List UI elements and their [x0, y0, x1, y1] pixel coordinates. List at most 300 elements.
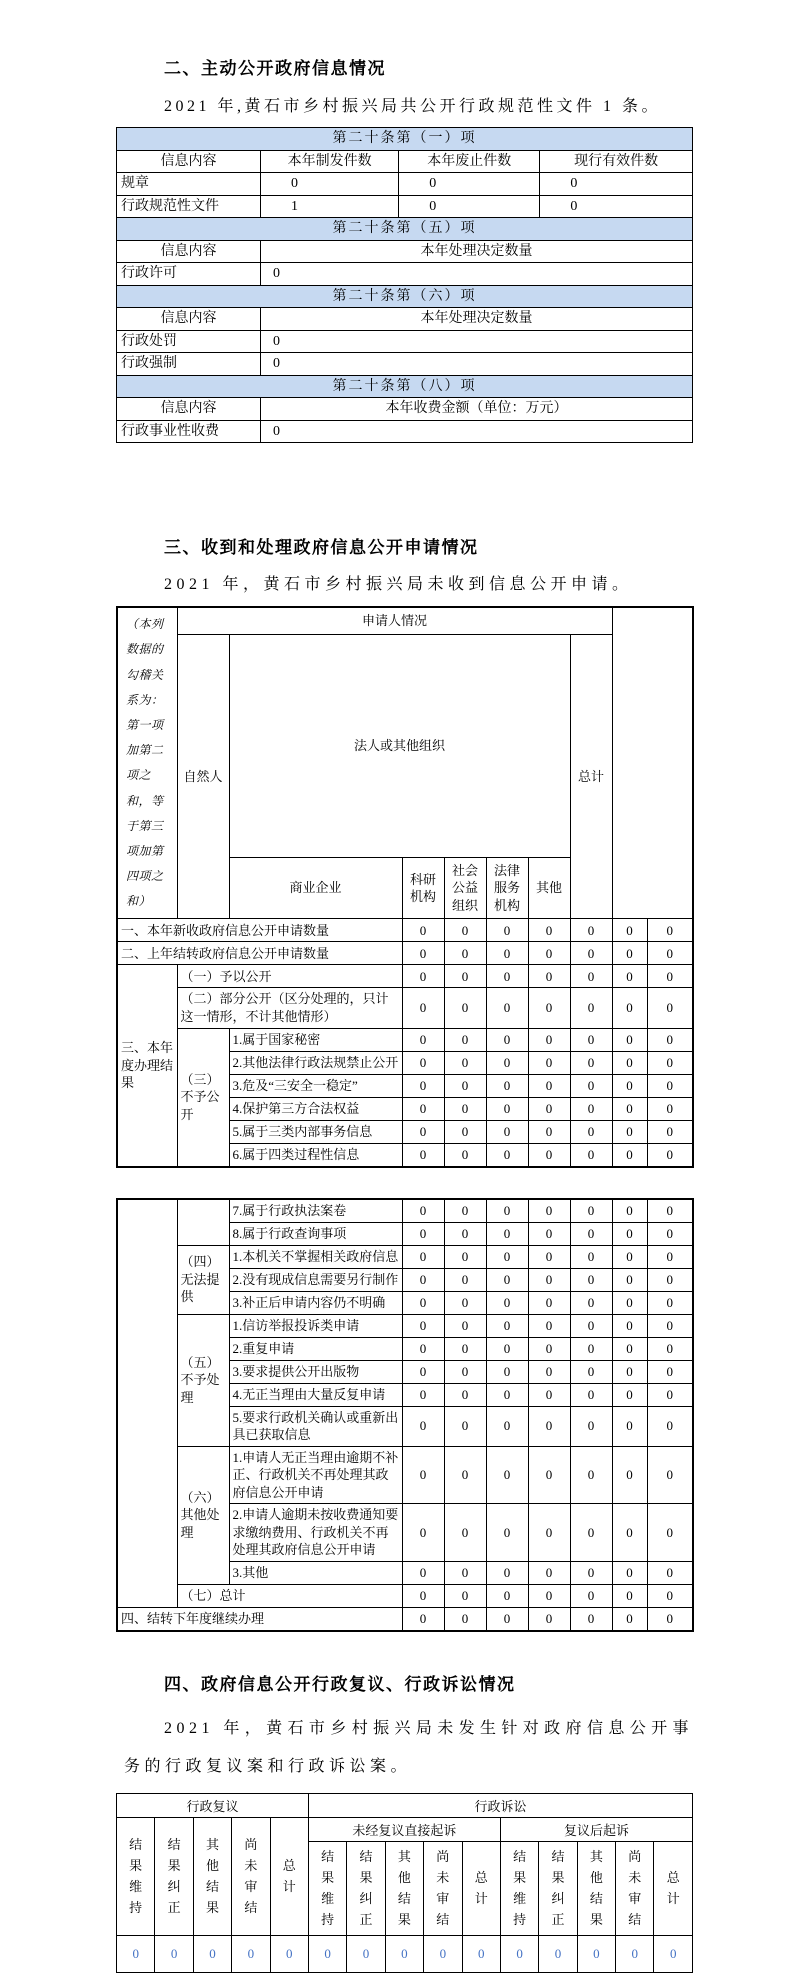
- value-cell: 0: [528, 1051, 570, 1074]
- value-cell: 0: [270, 1936, 308, 1973]
- value-cell: 0: [570, 1561, 612, 1584]
- column-header: 本年废止件数: [399, 150, 540, 173]
- article-band: 第二十条第（一）项: [117, 128, 693, 151]
- review-litigation-table: [116, 1793, 693, 1973]
- group-label: （五）不予处理: [177, 1314, 229, 1446]
- value-cell: 0: [424, 1936, 462, 1973]
- column-header: 本年处理决定数量: [261, 308, 693, 331]
- value-cell: 0: [647, 1314, 693, 1337]
- value-cell: 0: [612, 1607, 647, 1631]
- value-cell: 0: [570, 1028, 612, 1051]
- row-label: 1.信访举报投诉类申请: [229, 1314, 402, 1337]
- outcome-header-text: 总计: [666, 1869, 680, 1906]
- value-cell: 0: [402, 1291, 444, 1314]
- outcome-header: [347, 1842, 385, 1936]
- row-label: 二、上年结转政府信息公开申请数量: [117, 942, 402, 965]
- value-cell: 0: [647, 1245, 693, 1268]
- table-row: [117, 988, 693, 1028]
- value-cell: 0: [402, 1607, 444, 1631]
- value-cell: 0: [528, 1607, 570, 1631]
- value-cell: 0: [570, 1504, 612, 1562]
- table-row: [117, 919, 693, 942]
- table-row: [117, 263, 693, 286]
- value-cell: 0: [570, 1268, 612, 1291]
- value-cell: 0: [444, 919, 486, 942]
- value-cell: 0: [570, 1337, 612, 1360]
- value-cell: 0: [402, 1337, 444, 1360]
- value-cell: 0: [570, 988, 612, 1028]
- table-row: [117, 398, 693, 421]
- value-cell: 0: [462, 1936, 500, 1973]
- value-cell: 0: [570, 1584, 612, 1607]
- value-cell: 1: [261, 195, 399, 218]
- value-cell: 0: [444, 1383, 486, 1406]
- column-header: 现行有效件数: [540, 150, 693, 173]
- column-header: 本年制发件数: [261, 150, 399, 173]
- value-cell: 0: [486, 1291, 528, 1314]
- table-row: [117, 128, 693, 151]
- value-cell: 0: [570, 1051, 612, 1074]
- row-label: 7.属于行政执法案卷: [229, 1199, 402, 1223]
- table-row: [117, 1818, 693, 1842]
- value-cell: 0: [612, 1504, 647, 1562]
- outcome-header: [539, 1842, 577, 1936]
- table-row: [117, 308, 693, 331]
- column-header: 本年处理决定数量: [261, 240, 693, 263]
- row-label: 6.属于四类过程性信息: [229, 1143, 402, 1167]
- table-note: [117, 607, 177, 919]
- value-cell: 0: [570, 1446, 612, 1504]
- row-label: 行政处罚: [117, 330, 261, 353]
- row-label: 规章: [117, 173, 261, 196]
- value-cell: 0: [347, 1936, 385, 1973]
- value-cell: 0: [647, 1222, 693, 1245]
- value-cell: 0: [444, 1314, 486, 1337]
- value-cell: 0: [612, 1028, 647, 1051]
- table-row: [117, 195, 693, 218]
- value-cell: 0: [402, 1120, 444, 1143]
- row-label: 3.危及“三安全一稳定”: [229, 1074, 402, 1097]
- value-cell: 0: [486, 942, 528, 965]
- article-band: 第二十条第（五）项: [117, 218, 693, 241]
- table-note-text: （本列数据的勾稽关系为：第一项加第二项之和，等于第三项加第四项之和）: [126, 617, 164, 909]
- outcome-header-text: 结果纠正: [167, 1837, 181, 1915]
- outcome-header: [193, 1818, 231, 1936]
- table-row: [117, 1028, 693, 1051]
- value-cell: 0: [647, 1291, 693, 1314]
- value-cell: 0: [261, 263, 693, 286]
- column-header: 信息内容: [117, 150, 261, 173]
- value-cell: 0: [612, 1561, 647, 1584]
- value-cell: 0: [261, 420, 693, 443]
- value-cell: 0: [616, 1936, 654, 1973]
- value-cell: 0: [647, 919, 693, 942]
- value-cell: 0: [528, 919, 570, 942]
- article-band: 第二十条第（八）项: [117, 375, 693, 398]
- value-cell: 0: [570, 965, 612, 988]
- value-cell: 0: [612, 942, 647, 965]
- table-row: [117, 218, 693, 241]
- value-cell: 0: [444, 1268, 486, 1291]
- value-cell: 0: [528, 1245, 570, 1268]
- value-cell: 0: [528, 1584, 570, 1607]
- value-cell: 0: [486, 1584, 528, 1607]
- table-row: [117, 173, 693, 196]
- value-cell: 0: [402, 919, 444, 942]
- table-row: [117, 1936, 693, 1973]
- value-cell: 0: [155, 1936, 193, 1973]
- requests-table-part1: [116, 606, 694, 1167]
- value-cell: 0: [570, 942, 612, 965]
- value-cell: 0: [612, 1143, 647, 1167]
- value-cell: 0: [402, 1222, 444, 1245]
- value-cell: 0: [612, 965, 647, 988]
- value-cell: 0: [444, 1222, 486, 1245]
- value-cell: 0: [486, 1245, 528, 1268]
- value-cell: 0: [612, 1097, 647, 1120]
- outcome-header-text: 尚未审结: [628, 1849, 642, 1927]
- outcome-header: [462, 1842, 500, 1936]
- value-cell: 0: [402, 1314, 444, 1337]
- applicant-situation-header: 申请人情况: [177, 607, 612, 634]
- outcome-header: [577, 1842, 615, 1936]
- value-cell: 0: [486, 1120, 528, 1143]
- value-cell: 0: [486, 1337, 528, 1360]
- outcome-header: [616, 1842, 654, 1936]
- value-cell: 0: [528, 1268, 570, 1291]
- row-label: 行政规范性文件: [117, 195, 261, 218]
- value-cell: 0: [570, 1097, 612, 1120]
- value-cell: 0: [647, 1097, 693, 1120]
- value-cell: 0: [528, 1199, 570, 1223]
- row-label: 2.重复申请: [229, 1337, 402, 1360]
- column-header: 自然人: [177, 634, 229, 919]
- value-cell: 0: [528, 1360, 570, 1383]
- row-label: 3.补正后申请内容仍不明确: [229, 1291, 402, 1314]
- value-cell: 0: [612, 1199, 647, 1223]
- value-cell: 0: [486, 1607, 528, 1631]
- value-cell: 0: [444, 1074, 486, 1097]
- value-cell: 0: [528, 1504, 570, 1562]
- value-cell: 0: [570, 1245, 612, 1268]
- section-3-intro: 2021 年，黄石市乡村振兴局未收到信息公开申请。: [164, 576, 633, 594]
- value-cell: 0: [570, 1360, 612, 1383]
- table-row: [117, 1446, 693, 1504]
- value-cell: 0: [612, 1268, 647, 1291]
- value-cell: 0: [444, 1120, 486, 1143]
- article-band: 第二十条第（六）项: [117, 285, 693, 308]
- value-cell: 0: [486, 988, 528, 1028]
- value-cell: 0: [444, 1561, 486, 1584]
- value-cell: 0: [402, 1143, 444, 1167]
- value-cell: 0: [402, 1051, 444, 1074]
- value-cell: 0: [647, 1406, 693, 1446]
- value-cell: 0: [528, 1120, 570, 1143]
- outcome-header-text: 其他结果: [397, 1849, 411, 1927]
- table-row: [117, 965, 693, 988]
- value-cell: 0: [402, 1360, 444, 1383]
- outcome-header-text: 尚未审结: [244, 1837, 258, 1915]
- value-cell: 0: [528, 965, 570, 988]
- value-cell: 0: [612, 1337, 647, 1360]
- outcome-header: [500, 1842, 538, 1936]
- value-cell: 0: [402, 1406, 444, 1446]
- table-row: [117, 330, 693, 353]
- value-cell: 0: [486, 1199, 528, 1223]
- value-cell: 0: [647, 1446, 693, 1504]
- outcome-header-text: 尚未审结: [436, 1849, 450, 1927]
- value-cell: 0: [612, 1360, 647, 1383]
- value-cell: 0: [486, 1383, 528, 1406]
- value-cell: 0: [647, 1561, 693, 1584]
- column-header: 社会公益组织: [444, 857, 486, 919]
- value-cell: 0: [486, 1446, 528, 1504]
- value-cell: 0: [528, 942, 570, 965]
- value-cell: 0: [647, 1199, 693, 1223]
- value-cell: 0: [612, 1383, 647, 1406]
- row-label: 4.保护第三方合法权益: [229, 1097, 402, 1120]
- value-cell: 0: [528, 1097, 570, 1120]
- value-cell: 0: [402, 1504, 444, 1562]
- group-label: （三）不予公开: [177, 1028, 229, 1167]
- value-cell: 0: [570, 1074, 612, 1097]
- group-label: [177, 1199, 229, 1246]
- table-row: [117, 1794, 693, 1818]
- row-label: 2.其他法律行政法规禁止公开: [229, 1051, 402, 1074]
- value-cell: 0: [444, 1245, 486, 1268]
- table-row: [117, 607, 693, 634]
- outcome-header: [232, 1818, 270, 1936]
- value-cell: 0: [647, 1268, 693, 1291]
- value-cell: 0: [232, 1936, 270, 1973]
- row-label: 3.其他: [229, 1561, 402, 1584]
- table-row: [117, 353, 693, 376]
- value-cell: 0: [647, 1383, 693, 1406]
- value-cell: 0: [402, 1561, 444, 1584]
- value-cell: 0: [486, 1222, 528, 1245]
- value-cell: 0: [647, 942, 693, 965]
- column-header: 信息内容: [117, 398, 261, 421]
- value-cell: 0: [647, 1051, 693, 1074]
- value-cell: 0: [486, 1143, 528, 1167]
- table-row: [117, 420, 693, 443]
- row-label: 行政事业性收费: [117, 420, 261, 443]
- value-cell: 0: [402, 1245, 444, 1268]
- value-cell: 0: [612, 1291, 647, 1314]
- value-cell: 0: [402, 942, 444, 965]
- value-cell: 0: [647, 988, 693, 1028]
- table-row: [117, 1245, 693, 1268]
- value-cell: 0: [261, 330, 693, 353]
- value-cell: 0: [528, 1222, 570, 1245]
- value-cell: 0: [444, 1337, 486, 1360]
- value-cell: 0: [528, 1383, 570, 1406]
- table-row: [117, 634, 693, 857]
- section-3-title: 三、收到和处理政府信息公开申请情况: [164, 538, 479, 558]
- section-4-title: 四、政府信息公开行政复议、行政诉讼情况: [164, 1674, 516, 1694]
- value-cell: 0: [647, 1360, 693, 1383]
- value-cell: 0: [528, 1406, 570, 1446]
- outcome-header-text: 结果纠正: [551, 1849, 565, 1927]
- table-row: [117, 1607, 693, 1631]
- value-cell: 0: [444, 1584, 486, 1607]
- section-2-intro: 2021 年,黄石市乡村振兴局共公开行政规范性文件 1 条。: [164, 98, 662, 116]
- value-cell: 0: [647, 1074, 693, 1097]
- table-row: [117, 1584, 693, 1607]
- value-cell: 0: [444, 1607, 486, 1631]
- requests-table-part2: [116, 1198, 694, 1632]
- litigation-header: 行政诉讼: [308, 1794, 692, 1818]
- table-row: [117, 240, 693, 263]
- row-label: 5.属于三类内部事务信息: [229, 1120, 402, 1143]
- document-content: [116, 0, 693, 1973]
- value-cell: 0: [385, 1936, 423, 1973]
- column-header: 科研机构: [402, 857, 444, 919]
- row-label: 8.属于行政查询事项: [229, 1222, 402, 1245]
- table-row: [117, 1199, 693, 1223]
- outcome-header-text: 其他结果: [205, 1837, 219, 1915]
- value-cell: 0: [539, 1936, 577, 1973]
- value-cell: 0: [486, 1028, 528, 1051]
- row-label: 行政许可: [117, 263, 261, 286]
- row-label: 1.申请人无正当理由逾期不补正、行政机关不再处理其政府信息公开申请: [229, 1446, 402, 1504]
- value-cell: 0: [612, 1051, 647, 1074]
- row-label: 四、结转下年度继续办理: [117, 1607, 402, 1631]
- group-label: （四）无法提供: [177, 1245, 229, 1314]
- direct-suit-header: 未经复议直接起诉: [308, 1818, 500, 1842]
- value-cell: 0: [612, 1222, 647, 1245]
- org-header: 法人或其他组织: [229, 634, 570, 857]
- outcome-header: [117, 1818, 155, 1936]
- value-cell: 0: [444, 1051, 486, 1074]
- outcome-header-text: 结果维持: [513, 1849, 527, 1927]
- value-cell: 0: [570, 1120, 612, 1143]
- value-cell: 0: [540, 173, 693, 196]
- value-cell: 0: [486, 1561, 528, 1584]
- outcome-header: [654, 1842, 693, 1936]
- proactive-disclosure-table: [116, 127, 693, 443]
- value-cell: 0: [612, 1584, 647, 1607]
- value-cell: 0: [117, 1936, 155, 1973]
- value-cell: 0: [528, 1028, 570, 1051]
- value-cell: 0: [444, 942, 486, 965]
- value-cell: 0: [500, 1936, 538, 1973]
- value-cell: 0: [612, 1406, 647, 1446]
- row-label: 3.要求提供公开出版物: [229, 1360, 402, 1383]
- value-cell: 0: [444, 1446, 486, 1504]
- value-cell: 0: [528, 1561, 570, 1584]
- value-cell: 0: [444, 1504, 486, 1562]
- row-label: （一）予以公开: [177, 965, 402, 988]
- table-row: [117, 1314, 693, 1337]
- value-cell: 0: [528, 1143, 570, 1167]
- row-label: 4.无正当理由大量反复申请: [229, 1383, 402, 1406]
- value-cell: 0: [570, 1607, 612, 1631]
- group-label: [117, 1199, 177, 1608]
- value-cell: 0: [402, 1268, 444, 1291]
- value-cell: 0: [647, 1120, 693, 1143]
- value-cell: 0: [486, 1360, 528, 1383]
- value-cell: 0: [444, 1097, 486, 1120]
- outcome-header: [424, 1842, 462, 1936]
- outcome-header: [385, 1842, 423, 1936]
- value-cell: 0: [486, 1051, 528, 1074]
- row-label: 2.申请人逾期未按收费通知要求缴纳费用、行政机关不再处理其政府信息公开申请: [229, 1504, 402, 1562]
- outcome-header: [155, 1818, 193, 1936]
- outcome-header-text: 结果维持: [129, 1837, 143, 1915]
- outcome-header-text: 总计: [282, 1857, 296, 1894]
- column-header: 其他: [528, 857, 570, 919]
- outcome-header-text: 结果纠正: [359, 1849, 373, 1927]
- value-cell: 0: [486, 1074, 528, 1097]
- value-cell: 0: [444, 1406, 486, 1446]
- row-label: （二）部分公开（区分处理的，只计这一情形，不计其他情形）: [177, 988, 402, 1028]
- value-cell: 0: [570, 1222, 612, 1245]
- value-cell: 0: [528, 1074, 570, 1097]
- value-cell: 0: [612, 988, 647, 1028]
- value-cell: 0: [402, 988, 444, 1028]
- value-cell: 0: [444, 1143, 486, 1167]
- value-cell: 0: [402, 1074, 444, 1097]
- value-cell: 0: [399, 195, 540, 218]
- value-cell: 0: [486, 919, 528, 942]
- post-review-suit-header: 复议后起诉: [500, 1818, 692, 1842]
- value-cell: 0: [570, 919, 612, 942]
- value-cell: 0: [647, 1028, 693, 1051]
- value-cell: 0: [570, 1143, 612, 1167]
- column-header: 法律服务机构: [486, 857, 528, 919]
- table-row: [117, 375, 693, 398]
- value-cell: 0: [647, 1607, 693, 1631]
- value-cell: 0: [540, 195, 693, 218]
- value-cell: 0: [402, 965, 444, 988]
- value-cell: 0: [193, 1936, 231, 1973]
- column-header: 信息内容: [117, 308, 261, 331]
- value-cell: 0: [486, 1406, 528, 1446]
- row-label: 1.本机关不掌握相关政府信息: [229, 1245, 402, 1268]
- table-row: [117, 942, 693, 965]
- value-cell: 0: [444, 1291, 486, 1314]
- value-cell: 0: [570, 1291, 612, 1314]
- value-cell: 0: [486, 1314, 528, 1337]
- value-cell: 0: [402, 1028, 444, 1051]
- value-cell: 0: [486, 1097, 528, 1120]
- value-cell: 0: [528, 1337, 570, 1360]
- row-label: （七）总计: [177, 1584, 402, 1607]
- value-cell: 0: [570, 1314, 612, 1337]
- value-cell: 0: [486, 965, 528, 988]
- value-cell: 0: [402, 1383, 444, 1406]
- value-cell: 0: [402, 1446, 444, 1504]
- value-cell: 0: [261, 173, 399, 196]
- value-cell: 0: [486, 1504, 528, 1562]
- value-cell: 0: [647, 1143, 693, 1167]
- value-cell: 0: [612, 1314, 647, 1337]
- value-cell: 0: [612, 1120, 647, 1143]
- value-cell: 0: [444, 1360, 486, 1383]
- row-label: 行政强制: [117, 353, 261, 376]
- value-cell: 0: [654, 1936, 693, 1973]
- group-label: （六）其他处理: [177, 1446, 229, 1584]
- row-label: 2.没有现成信息需要另行制作: [229, 1268, 402, 1291]
- column-header: 本年收费金额（单位：万元）: [261, 398, 693, 421]
- value-cell: 0: [402, 1097, 444, 1120]
- value-cell: 0: [612, 1446, 647, 1504]
- column-header: 商业企业: [229, 857, 402, 919]
- value-cell: 0: [647, 1337, 693, 1360]
- value-cell: 0: [528, 988, 570, 1028]
- group-label: 三、本年度办理结果: [117, 965, 177, 1167]
